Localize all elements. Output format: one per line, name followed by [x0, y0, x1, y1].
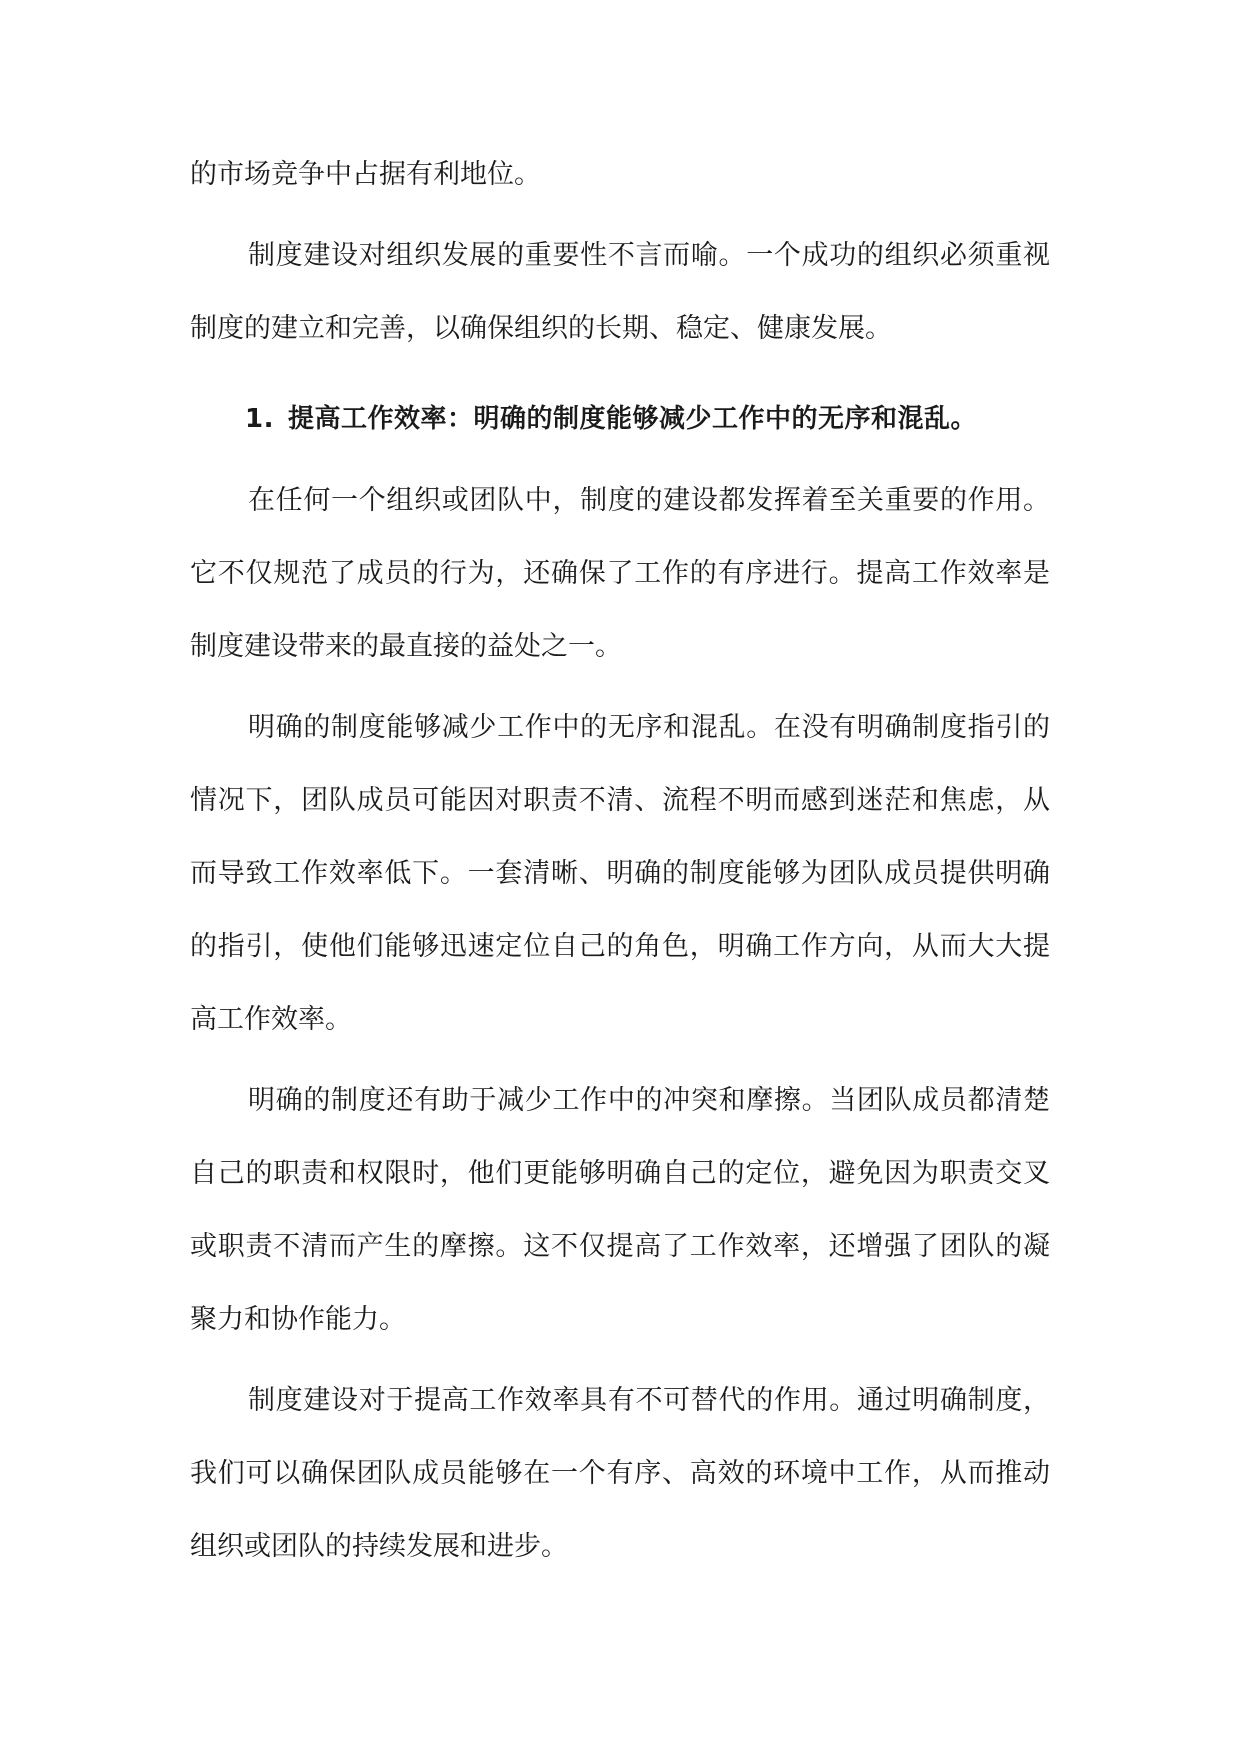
paragraph-2: 明确的制度能够减少工作中的无序和混乱。在没有明确制度指引的情况下，团队成员可能因对职责不清、流程不明而感到迷茫和焦虑，从而导致工作效率低下。一套清晰、明确的制度能够为团队成员提供明确的指引，使他们能够迅速定位自己的角色，明确工作方向，从而大大提高工作效率。: [190, 712, 1050, 1035]
paragraph-4: 制度建设对于提高工作效率具有不可替代的作用。通过明确制度，我们可以确保团队成员能够在一个有序、高效的环境中工作，从而推动组织或团队的持续发展和进步。: [190, 1385, 1050, 1562]
document-body: [190, 138, 1050, 1583]
section-heading-number: 1.: [245, 404, 274, 434]
paragraph-3: 明确的制度还有助于减少工作中的冲突和摩擦。当团队成员都清楚自己的职责和权限时，他们更能够明确自己的定位，避免因为职责交叉或职责不清而产生的摩擦。这不仅提高了工作效率，还增强了团队的凝聚力和协作能力。: [190, 1085, 1050, 1335]
paragraph-1: 在任何一个组织或团队中，制度的建设都发挥着至关重要的作用。它不仅规范了成员的行为，还确保了工作的有序进行。提高工作效率是制度建设带来的最直接的益处之一。: [190, 485, 1050, 662]
paragraph-continuation: 的市场竞争中占据有利地位。: [190, 159, 541, 190]
paragraph-intro: 制度建设对组织发展的重要性不言而喻。一个成功的组织必须重视制度的建立和完善，以确保组织的长期、稳定、健康发展。: [190, 240, 1050, 344]
section-heading-text: 提高工作效率：明确的制度能够减少工作中的无序和混乱。: [287, 404, 977, 434]
section-heading: [190, 383, 1050, 456]
